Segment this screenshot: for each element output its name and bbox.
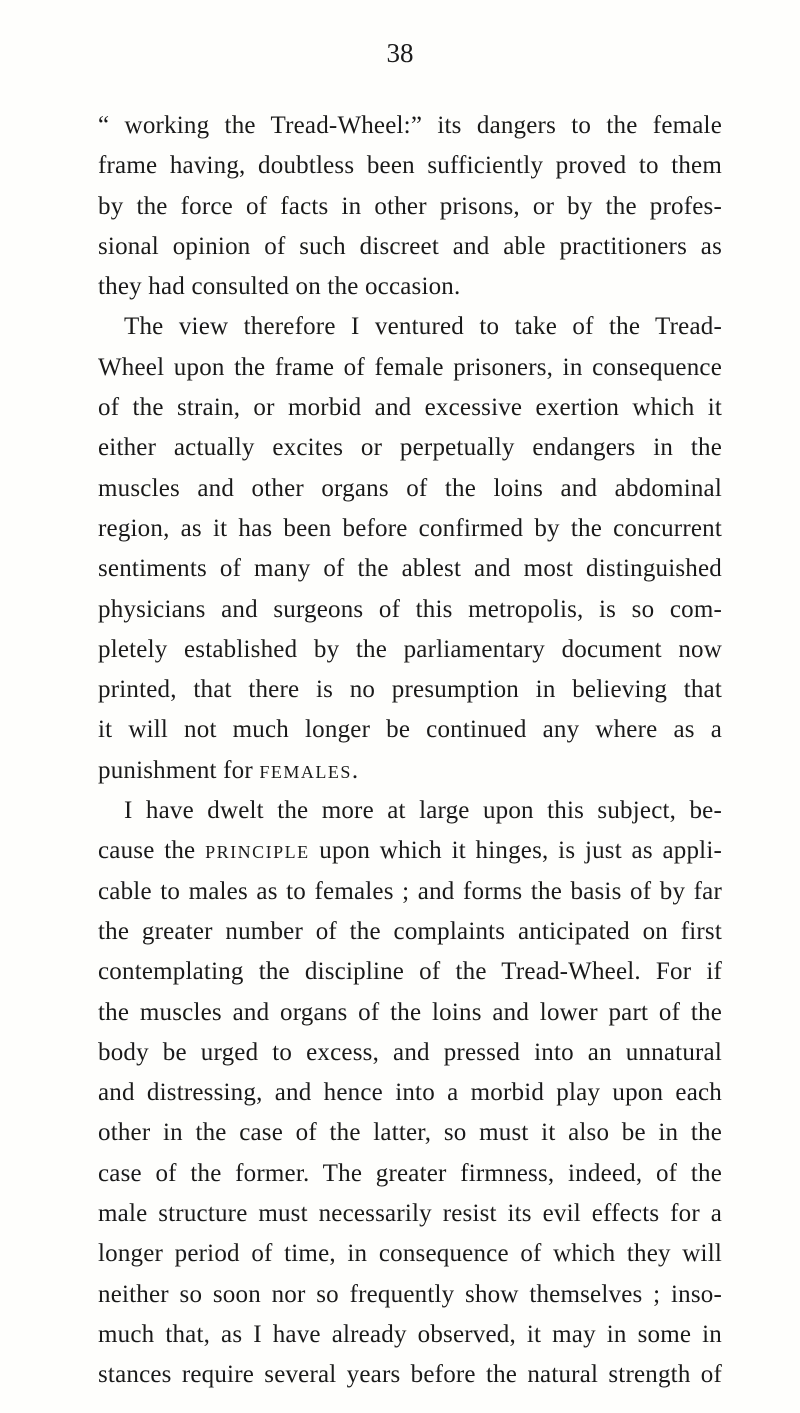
text-line: the muscles and organs of the loins and lower part of the: [98, 998, 722, 1026]
text-line: other in the case of the latter, so must it also be in the: [98, 1119, 722, 1147]
text-line: male structure must necessarily resist its evil effects for a: [98, 1200, 722, 1228]
text-line: muscles and other organs of the loins and abdominal: [98, 474, 722, 502]
text-line: cable to males as to females ; and forms the basis of by far: [98, 877, 722, 905]
text-line: body be urged to excess, and pressed into an unnatural: [98, 1038, 722, 1066]
body-text: [98, 106, 722, 1396]
text-line: contemplating the discipline of the Tread-Wheel. For if: [98, 958, 722, 986]
text-line: pletely established by the parliamentary document now: [98, 635, 722, 663]
text-line: “ working the Tread-Wheel:” its dangers to the female: [98, 112, 722, 139]
text-line: longer period of time, in consequence of which they will: [98, 1240, 722, 1268]
text-line: Wheel upon the frame of female prisoners, in consequence: [98, 353, 722, 381]
text-line: neither so soon nor so frequently show themselves ; inso-: [98, 1280, 722, 1308]
text-line: stances require several years before the natural strength of: [98, 1361, 722, 1389]
text-line: by the force of facts in other prisons, or by the profes-: [98, 192, 722, 220]
text-line: frame having, doubtless been sufficiently proved to them: [98, 152, 722, 180]
text-line: punishment for females.: [98, 756, 359, 784]
text-line: it will not much longer be continued any where as a: [98, 716, 722, 744]
text-line: of the strain, or morbid and excessive exertion which it: [98, 394, 722, 422]
text-line: The view therefore I ventured to take of the Tread-: [124, 313, 722, 341]
text-line: either actually excites or perpetually endangers in the: [98, 434, 722, 462]
text-line: I have dwelt the more at large upon this subject, be-: [124, 797, 722, 825]
text-line: physicians and surgeons of this metropolis, is so com-: [98, 595, 722, 623]
text-line: sentiments of many of the ablest and most distinguished: [98, 555, 722, 583]
text-line: the greater number of the complaints anticipated on first: [98, 917, 722, 945]
page-number: 38: [386, 38, 414, 68]
text-line: and distressing, and hence into a morbid play upon each: [98, 1079, 722, 1107]
text-line: case of the former. The greater firmness, indeed, of the: [98, 1159, 722, 1187]
text-line: printed, that there is no presumption in believing that: [98, 676, 722, 704]
text-line: much that, as I have already observed, it may in some in: [98, 1320, 722, 1348]
small-caps-word: females: [259, 756, 352, 784]
text-line: region, as it has been before confirmed by the concurrent: [98, 514, 722, 542]
text-line: cause the principle upon which it hinges, is just as appli-: [98, 837, 722, 865]
small-caps-word: principle: [205, 837, 310, 865]
text-line: sional opinion of such discreet and able practitioners as: [98, 232, 722, 260]
text-line: they had consulted on the occasion.: [98, 273, 461, 301]
